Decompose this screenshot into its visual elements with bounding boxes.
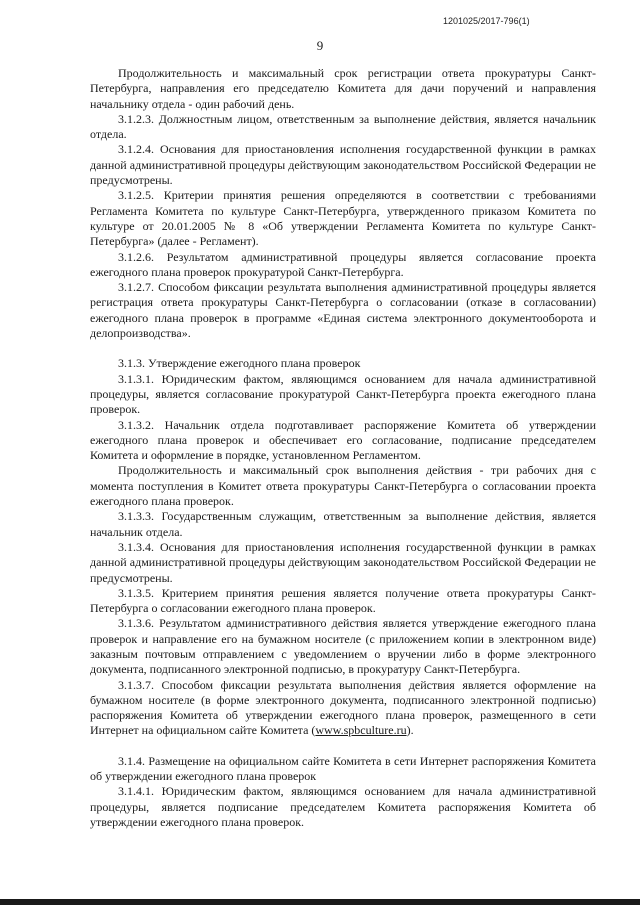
paragraph: 3.1.3.3. Государственным служащим, ответственным за выполнение действия, является начальник отдела.	[90, 509, 596, 539]
paragraph: 3.1.3.1. Юридическим фактом, являющимся основанием для начала административной процедуры, является согласование прокуратурой Санкт-Петербурга проекта ежегодного плана проверок.	[90, 371, 596, 417]
section-heading: 3.1.4. Размещение на официальном сайте Комитета в сети Интернет распоряжения Комитета об утверждении ежегодного плана проверок	[90, 753, 596, 784]
paragraph-text: 3.1.3.7. Способом фиксации результата выполнения действия является оформление на бумажном носителе (в форме электронного документа, подписанного электронной подписью) распоряжения Комитета об утверждении ежегодного плана проверок, размещенного в сети Интернет на официальном сайте Комитета (	[90, 677, 596, 738]
paragraph: Продолжительность и максимальный срок регистрации ответа прокуратуры Санкт-Петербурга, направления его председателю Комитета для дачи поручений и направления начальнику отдела - один рабочий день.	[90, 66, 596, 111]
paragraph-suffix: ).	[406, 723, 414, 738]
paragraph: 3.1.3.2. Начальник отдела подготавливает распоряжение Комитета об утверждении ежегодного плана проверок и обеспечивает его согласование, подписание председателем Комитета и оформление в порядке, установленном Регламентом.	[90, 417, 596, 463]
paragraph-with-link	[90, 678, 596, 739]
paragraph: Продолжительность и максимальный срок выполнения действия - три рабочих дня с момента поступления в Комитет ответа прокуратуры Санкт-Петербурга о согласовании проекта ежегодного плана проверок.	[90, 463, 596, 509]
paragraph: 3.1.2.7. Способом фиксации результата выполнения административной процедуры является регистрация ответа прокуратуры Санкт-Петербурга о согласовании (отказе в согласовании) ежегодного плана проверок в программе «Единая система электронного документооборота и делопроизводства».	[90, 280, 596, 341]
website-link[interactable]: www.spbculture.ru	[315, 723, 407, 738]
paragraph: 3.1.2.3. Должностным лицом, ответственным за выполнение действия, является начальник отдела.	[90, 111, 596, 142]
paragraph: 3.1.2.5. Критерии принятия решения определяются в соответствии с требованиями Регламента Комитета по культуре Санкт-Петербурга, утвержденного приказом Комитета по культуре от 20.01.2005 № 8 «Об утверждении Регламента Комитета по культуре Санкт-Петербурга» (далее - Регламент).	[90, 188, 596, 249]
paragraph: 3.1.3.5. Критерием принятия решения является получение ответа прокуратуры Санкт-Петербурга о согласовании ежегодного плана проверок.	[90, 585, 596, 616]
paragraph: 3.1.2.4. Основания для приостановления исполнения государственной функции в рамках данной административной процедуры действующим законодательством Российской Федерации не предусмотрены.	[90, 142, 596, 188]
document-body	[90, 66, 596, 830]
paragraph: 3.1.3.6. Результатом административного действия является утверждение ежегодного плана проверок и направление его на бумажном носителе (с приложением копии в электронном виде) заказным почтовым отправлением с уведомлением о вручении либо в форме электронного документа, подписанного электронной подписью, в прокуратуру Санкт-Петербурга.	[90, 616, 596, 677]
paragraph: 3.1.3.4. Основания для приостановления исполнения государственной функции в рамках данной административной процедуры действующим законодательством Российской Федерации не предусмотрены.	[90, 539, 596, 585]
document-id: 1201025/2017-796(1)	[443, 16, 530, 26]
paragraph: 3.1.4.1. Юридическим фактом, являющимся основанием для начала административной процедуры, является подписание председателем Комитета распоряжения Комитета об утверждении ежегодного плана проверок.	[90, 784, 596, 829]
paragraph: 3.1.2.6. Результатом административной процедуры является согласование проекта ежегодного плана проверок прокуратурой Санкт-Петербурга.	[90, 249, 596, 279]
section-heading: 3.1.3. Утверждение ежегодного плана проверок	[118, 356, 361, 371]
scan-bottom-edge	[0, 899, 640, 905]
page-number: 9	[316, 38, 324, 53]
